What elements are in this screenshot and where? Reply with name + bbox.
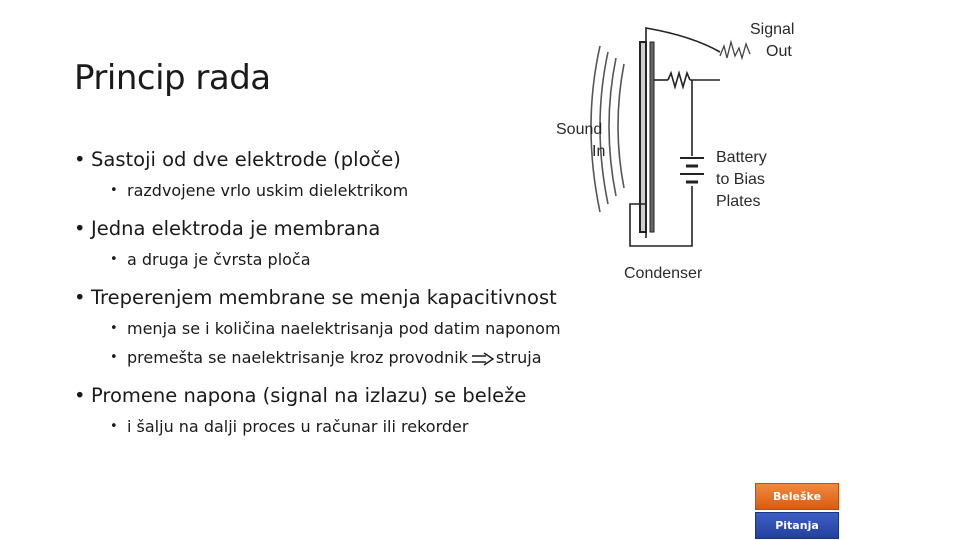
slide-title: Princip rada [74, 58, 271, 98]
sub-bullet-list [91, 412, 674, 441]
battery-label: to Bias [716, 171, 765, 188]
bullet-text: Jedna elektroda je membrana [91, 217, 381, 240]
back-plate [650, 42, 654, 232]
signal-out-label: Signal [750, 21, 795, 38]
questions-button[interactable] [755, 512, 839, 539]
battery-label: Plates [716, 193, 761, 210]
sub-bullet-item: • razdvojene vrlo uskim dielektrikom [91, 176, 674, 205]
bullet-text: Promene napona (signal na izlazu) se beleže [91, 384, 527, 407]
bullet-text: Treperenjem membrane se menja kapacitivnost [91, 286, 557, 309]
bullet-item [74, 382, 674, 441]
bullet-text: Sastoji od dve elektrode (ploče) [91, 148, 401, 171]
bullet-item [74, 284, 674, 372]
sub-bullet-item: • a druga je čvrsta ploča [91, 245, 674, 274]
sub-bullet-text: premešta se naelektrisanje kroz provodnik [127, 348, 468, 367]
sub-bullet-text: struja [495, 348, 542, 367]
sub-bullet-item: • menja se i količina naelektrisanja pod datim naponom [91, 314, 674, 343]
sound-in-label: Sound [556, 121, 603, 138]
sub-bullet-list [91, 314, 674, 372]
signal-out-label: Out [766, 43, 792, 60]
signal-waveform-icon [720, 42, 750, 58]
condenser-microphone-diagram [552, 6, 822, 296]
condenser-label: Condenser [624, 265, 703, 282]
sub-bullet-item: • i šalju na dalji proces u računar ili rekorder [91, 412, 674, 441]
sound-in-label: In [592, 143, 606, 160]
implies-arrow-icon [471, 352, 495, 366]
battery-icon [680, 158, 704, 182]
notes-button-label: Beleške [772, 490, 822, 503]
questions-button-label: Pitanja [775, 519, 819, 532]
battery-label: Battery [716, 149, 767, 166]
notes-button[interactable] [755, 483, 839, 510]
sub-bullet-item [91, 343, 674, 372]
